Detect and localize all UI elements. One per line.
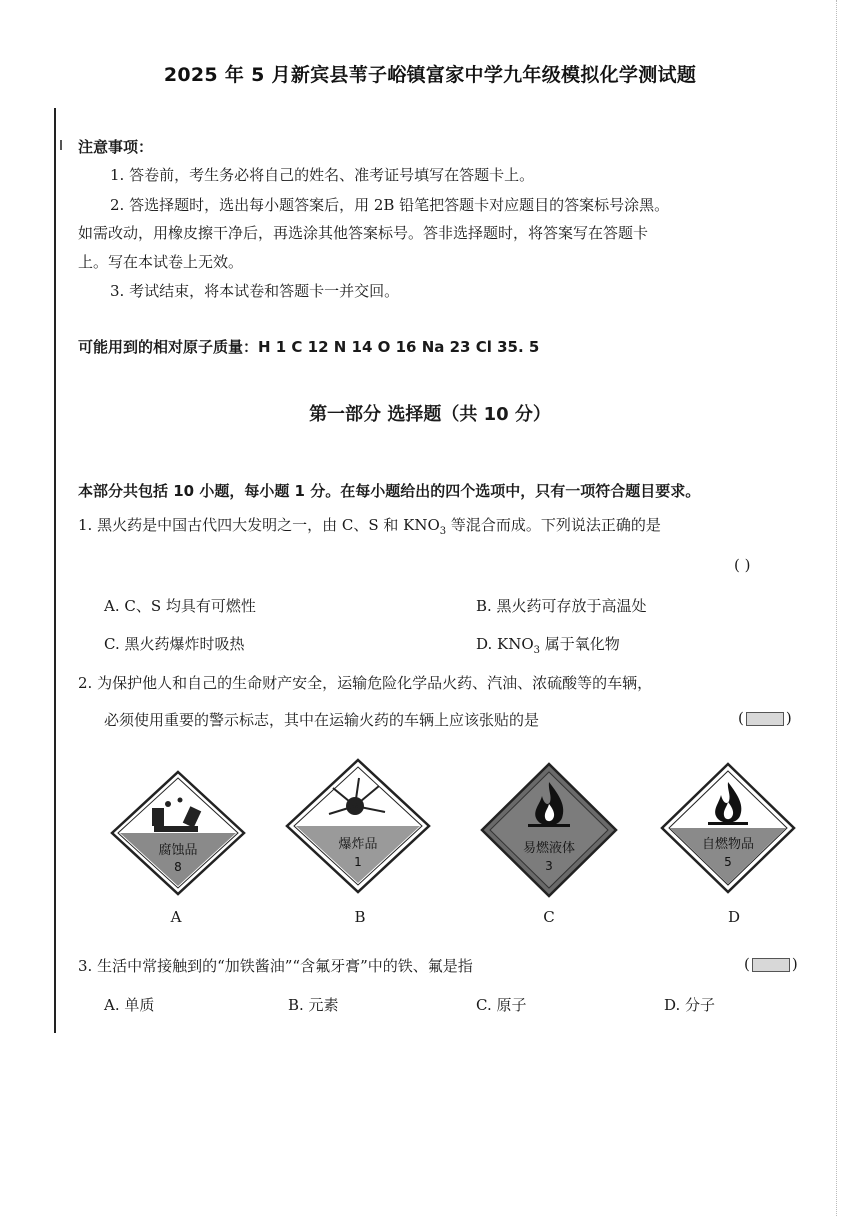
q2-answer-box[interactable] <box>746 712 784 726</box>
hazard-sign-d-number: 5 <box>724 855 732 869</box>
sign-letter-c[interactable]: C <box>543 908 555 926</box>
q1-option-d-a: D. KNO <box>476 635 534 653</box>
q1-stem <box>78 514 661 537</box>
q1-answer-bracket[interactable]: ( ) <box>734 556 751 574</box>
q1-option-d-sub: 3 <box>533 645 541 656</box>
hazard-sign-c[interactable] <box>478 760 620 900</box>
q2-stem-line-1: 2. 为保护他人和自己的生命财产安全，运输危险化学品火药、汽油、浓硫酸等的车辆， <box>78 674 653 692</box>
hazard-sign-c-number: 3 <box>545 859 553 873</box>
q3-option-d[interactable]: D. 分子 <box>664 996 716 1014</box>
hazard-sign-c-label: 易燃液体 <box>522 841 576 856</box>
notes-item-2-line-3: 上。写在本试卷上无效。 <box>78 253 244 271</box>
hazard-sign-d-label: 自燃物品 <box>701 837 755 852</box>
q2-answer-bracket[interactable] <box>738 709 792 727</box>
q1-option-d[interactable] <box>476 633 620 656</box>
sign-letter-d[interactable]: D <box>727 908 741 926</box>
q1-option-b[interactable]: B. 黑火药可存放于高温处 <box>476 597 647 615</box>
q3-paren-close: ) <box>791 955 798 973</box>
q3-answer-bracket[interactable] <box>744 955 798 973</box>
q1-option-c[interactable]: C. 黑火药爆炸时吸热 <box>104 635 245 653</box>
q3-paren-open: ( <box>744 955 750 973</box>
q2-paren-open: ( <box>738 709 744 727</box>
q1-stem-b: 等混合而成。下列说法正确的是 <box>446 516 661 534</box>
section-title: 第一部分 选择题（共 10 分） <box>309 404 551 425</box>
q1-option-a[interactable]: A. C、S 均具有可燃性 <box>104 597 256 615</box>
q2-stem-line-2: 必须使用重要的警示标志，其中在运输火药的车辆上应该张贴的是 <box>104 711 540 729</box>
page-edge <box>836 0 838 1216</box>
q3-stem: 3. 生活中常接触到的“加铁酱油”“含氟牙膏”中的铁、氟是指 <box>78 957 473 975</box>
q1-stem-a: 1. 黑火药是中国古代四大发明之一，由 C、S 和 KNO <box>78 516 440 534</box>
q1-option-d-b: 属于氧化物 <box>540 635 620 653</box>
hazard-sign-d[interactable] <box>658 760 798 896</box>
section-intro: 本部分共包括 10 小题，每小题 1 分。在每小题给出的四个选项中，只有一项符合题目要求。 <box>78 482 701 500</box>
q3-option-a[interactable]: A. 单质 <box>104 996 155 1014</box>
notes-item-2-line-2: 如需改动，用橡皮擦干净后，再选涂其他答案标号。答非选择题时，将答案写在答题卡 <box>78 224 649 242</box>
hazard-sign-a-number: 8 <box>174 860 182 874</box>
notes-item-2-line-1: 2. 答选择题时，选出每小题答案后，用 2B 铅笔把答题卡对应题目的答案标号涂黑。 <box>110 196 670 214</box>
hazard-sign-a[interactable] <box>108 768 248 898</box>
notes-heading: 注意事项： <box>78 138 154 156</box>
notes-item-1: 1. 答卷前，考生务必将自己的姓名、准考证号填写在答题卡上。 <box>110 166 535 184</box>
margin-rule <box>54 108 56 1033</box>
hazard-sign-b-label: 爆炸品 <box>338 837 378 852</box>
margin-tick <box>60 140 62 150</box>
q2-paren-close: ) <box>785 709 792 727</box>
notes-item-3: 3. 考试结束，将本试卷和答题卡一并交回。 <box>110 282 400 300</box>
q3-option-b[interactable]: B. 元素 <box>288 996 339 1014</box>
q3-option-c[interactable]: C. 原子 <box>476 996 527 1014</box>
hazard-sign-b[interactable] <box>283 756 433 896</box>
sign-letter-b[interactable]: B <box>354 908 366 926</box>
hazard-sign-b-number: 1 <box>354 855 362 869</box>
q3-answer-box[interactable] <box>752 958 790 972</box>
page-title: 2025 年 5 月新宾县苇子峪镇富家中学九年级模拟化学测试题 <box>163 64 697 86</box>
q1-stem-sub: 3 <box>439 526 447 537</box>
hazard-sign-a-label: 腐蚀品 <box>158 843 198 858</box>
sign-letter-a[interactable]: A <box>170 908 182 926</box>
atomic-masses: 可能用到的相对原子质量：H 1 C 12 N 14 O 16 Na 23 Cl 35. 5 <box>78 338 540 356</box>
